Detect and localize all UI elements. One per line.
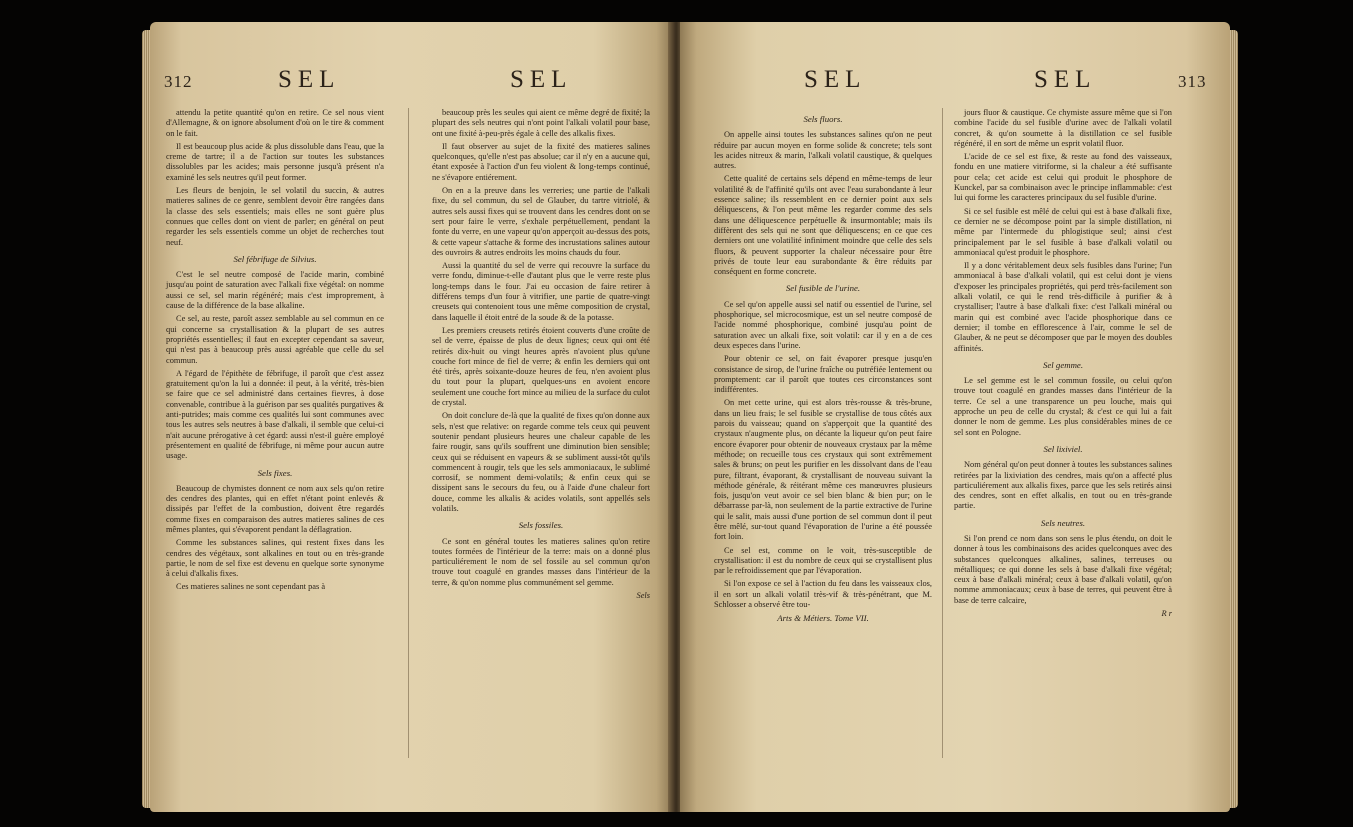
paragraph: Si l'on prend ce nom dans son sens le plus étendu, on doit le donner à tous les combinaisons des acides quelconques avec des substances quelconques alkalines, salines, terreuses ou métalliques; ce qui donne les sels à base d'alkali fixe végétal; ceux à base d'alkali minéral; ceux à base d'alkali volatil, qu'on nomme ammoniacaux; ceux à base de terres, qui peuvent être à base de terre calcaire, bbox=[954, 533, 1172, 605]
right-page-column-1 bbox=[714, 108, 932, 627]
section-heading: Sel lixiviel. bbox=[1043, 443, 1083, 454]
paragraph: beaucoup près les seules qui aient ce même degré de fixité; la plupart des sels neutres qui n'ont point l'alkali volatil pour base, ont une fixité à-peu-près égale à celle des alkalis fixes. bbox=[432, 108, 650, 138]
paragraph: Ce sel est, comme on le voit, très-susceptible de crystallisation: il est du nombre de ceux qui se crystallisent plus par le refroidissement que par l'évaporation. bbox=[714, 545, 932, 576]
column-rule bbox=[942, 108, 943, 758]
paragraph: Pour obtenir ce sel, on fait évaporer presque jusqu'en consistance de sirop, de l'urine fraîche ou putréfiée lentement ou promptement: car il paroît que toutes ces circonstances sont indifférentes. bbox=[714, 354, 932, 395]
paragraph: attendu la petite quantité qu'on en retire. Ce sel nous vient d'Allemagne, & on ignore absolument d'où on le tire & comment on le fait. bbox=[166, 108, 384, 138]
section-heading: Sel fébrifuge de Silvius. bbox=[233, 253, 317, 264]
page-number: 312 bbox=[164, 72, 193, 91]
paragraph: Il est beaucoup plus acide & plus dissoluble dans l'eau, que la creme de tartre; il a de l'action sur toutes les substances dissolubles par les acides; mais personne jusqu'à présent n'a examiné les sels neutres qu'il peut former. bbox=[166, 141, 384, 182]
section-heading: Sel fusible de l'urine. bbox=[785, 283, 861, 294]
paragraph: Les premiers creusets retirés étoient couverts d'une croûte de sel de verre, épaisse de plus de deux lignes; ceux qui ont été retirés dix-huit ou vingt heures après n'avoient plus qu'une couche fort mince de fiel de verre; & enfin les derniers qui ont été tirés, après soixante-douze heures de feu, n'en avoient plus du tout pour la plupart, quelques-uns en avoient encore seulement une couche fort mince au milieu de la surface du culot de crystal. bbox=[432, 325, 650, 408]
paragraph: Nom général qu'on peut donner à toutes les substances salines retirées par la lixiviation des cendres, mais qu'on a affecté plus particuliérement aux alkalis fixes, parce que les sels retirés ainsi des cendres, sont en effet alkalis, en tout ou en très-grande partie. bbox=[954, 460, 1172, 511]
paragraph: Ce sel qu'on appelle aussi sel natif ou essentiel de l'urine, sel phosphorique, sel microcosmique, est un sel neutre composé de l'acide nommé phosphorique, combiné jusqu'au point de saturation avec un alkali fixe, soit volatil: car il y en a de ces deux especes dans l'urine. bbox=[714, 299, 932, 350]
section-heading: Sels fixes. bbox=[257, 467, 293, 478]
footer-signature: Arts & Métiers. Tome VII. bbox=[777, 613, 869, 624]
paragraph: Ces matieres salines ne sont cependant pas à bbox=[176, 582, 326, 592]
paragraph: Aussi la quantité du sel de verre qui recouvre la surface du verre fondu, diminue-t-elle d'autant plus que le verre reste plus long-temps dans le four. J'ai eu occasion de faire retirer à différens temps d'un four à vitrifier, une partie de quatre-vingt creusets qui contenoient tous une même composition de crystal, dans laquelle il étoit entré de la soude & de la potasse. bbox=[432, 261, 650, 322]
paragraph: On en a la preuve dans les verreries; une partie de l'alkali fixe, du sel commun, du sel de Glauber, du tartre vitriolé, & autres sels aussi fixes qui se trouvent dans les cendres dont on se sert pour faire le verre, s'exhale perpétuellement, pendant la fonte du verre, en une vapeur qu'on apperçoit au-dessus des pots, & cette vapeur s'attache & forme des incrustations salines autour des ouvroirs & autres endroits les moins chauds du four. bbox=[432, 186, 650, 257]
right-page-header bbox=[680, 66, 1230, 106]
paragraph: L'acide de ce sel est fixe, & reste au fond des vaisseaux, fondu en une matiere vitriforme, si la chaleur a été suffisante pour cela; cet acide est celui qui produit le phosphore de Kunckel, par sa combinaison avec le principe inflammable: c'est lui qui forme les caracteres principaux du sel fusible d'urine. bbox=[954, 152, 1172, 203]
section-heading: Sels fossiles. bbox=[518, 520, 564, 531]
paragraph: Si l'on expose ce sel à l'action du feu dans les vaisseaux clos, il en sort un alkali volatil très-vif & très-pénétrant, que M. Schlosser a observé être tou- bbox=[714, 579, 932, 610]
paragraph: jours fluor & caustique. Ce chymiste assure même que si l'on combine l'acide du sel fusible d'urine avec de l'alkali volatil concret, & qu'on soumette à la distillation ce sel fusible régénéré, il en sort de même un esprit volatil fluor. bbox=[954, 108, 1172, 148]
section-heading: Sels fluors. bbox=[803, 114, 843, 124]
paragraph: Le sel gemme est le sel commun fossile, ou celui qu'on trouve tout coagulé en grandes masses dans l'intérieur de la terre. Ce sel a une transparence un peu louche, mais qui approche un peu de celle du crystal; & c'est ce qui lui a fait donner le nom de gemme. Les plus considérables mines de ce sel sont en Pologne. bbox=[954, 376, 1172, 437]
paragraph: On met cette urine, qui est alors très-rousse & très-brune, dans un lieu frais; le sel fusible se crystallise de tous côtés aux parois du vaisseau; quand on s'apperçoit que la quantité des crystaux n'augmente plus, on décante la liqueur qu'on peut faire encore évaporer pour obtenir de nouveaux crystaux par la même méthode; on recueille tous ces crystaux qui sont extrêmement sales & bruns; on peut les purifier en les dissolvant dans de l'eau pure, filtrant, évaporant, & crystallisant de nouveau suivant la méthode générale, & réitérant même ces manœuvres plusieurs fois, jusqu'on veut avoir ce sel bien blanc & bien pur; on le débarrasse par-là, non seulement de la partie extractive de l'urine qui le salit, mais aussi d'une portion de sel commun dont il peut être mêlé, sur-tout quand l'évaporation de l'urine a été poussée fort loin. bbox=[714, 398, 932, 542]
catchword: Sels bbox=[636, 591, 650, 601]
right-page-column-2 bbox=[954, 108, 1172, 622]
right-page bbox=[680, 22, 1230, 812]
paragraph: A l'égard de l'épithète de fébrifuge, il paroît que c'est assez gratuitement qu'on la lui a donnée: il peut, à la vérité, très-bien se faire que ce sel administré dans certaines fievres, à dose convenable, contribue à la guérison par ses qualités purgatives & anti-putrides; mais comme ces qualités lui sont communes avec tous les autres sels neutres à base d'alkali, il semble que celui-ci n'ait aucune prérogative à cet égard: aussi n'est-il guère employé présentement en qualité de fébrifuge, ni même pour aucun autre usage. bbox=[166, 368, 384, 461]
left-page bbox=[150, 22, 672, 812]
left-page-column-1 bbox=[166, 108, 384, 596]
running-head-right: SEL bbox=[510, 66, 573, 93]
paragraph: Ce sont en général toutes les matieres salines qu'on retire toutes formées de l'intérieur de la terre: mais on a donné plus particuliérement le nom de sel fossile au sel commun qu'on trouve tout coagulé en grandes masses dans l'intérieur de la terre, & qu'on nomme plus communément sel gemme. bbox=[432, 536, 650, 587]
paragraph: Il faut observer au sujet de la fixité des matieres salines quelconques, qu'elle n'est pas absolue; car il n'y en a aucune qui, étant exposée à l'action d'un feu violent & long-temps continué, ne s'évapore entiérement. bbox=[432, 141, 650, 182]
running-head-left: SEL bbox=[804, 66, 867, 93]
paragraph: Beaucoup de chymistes donnent ce nom aux sels qu'on retire des cendres des plantes, qui en effet n'étant point enlevés & dissipés par l'effet de la combustion, doivent être regardés comme fixes en comparaison des autres matieres salines de ces mêmes plantes, qui s'évaporent pendant la déflagration. bbox=[166, 483, 384, 534]
paragraph: On doit conclure de-là que la qualité de fixes qu'on donne aux sels, n'est que relative: on regarde comme tels ceux qui peuvent soutenir pendant plusieurs heures une chaleur capable de les faire rougir, sans qu'ils souffrent une diminution bien sensible; ceux qui se réduisent en vapeurs & se subliment aussi-tôt qu'ils commencent à rougir, tels que les sels ammoniacaux, le sublimé corrosif, se nomment demi-volatils; & enfin ceux qui se dissipent sans le secours du feu, ou à l'aide d'une chaleur fort douce, comme les alkalis & acides volatils, sont appellés sels volatils. bbox=[432, 411, 650, 513]
paragraph: Cette qualité de certains sels dépend en même-temps de leur volatilité & de l'affinité qu'ils ont avec l'eau surabondante à leur essence saline; ils ressemblent en ce dernier point aux sels déliquescens, & l'on peut même les regarder comme des sels dans une déliquescence perpétuelle & insurmontable; mais ils diffèrent des sels qui ne sont que déliquescens; en ce que ces derniers ont une volatilité infiniment moindre que celle des sels fluors, & peuvent supporter la chaleur nécessaire pour être privés de toute leur eau surabondante & être réduits par conséquent en forme concrete. bbox=[714, 174, 932, 277]
paragraph: Il y a donc véritablement deux sels fusibles dans l'urine; l'un ammoniacal à base d'alkali volatil, qui est celui dont je viens d'exposer les principales propriétés, qui perd très-facilement son alkali volatil, ce qui le rend très-difficile à purifier & à crystalliser; l'autre à base d'alkali fixe: c'est l'alkali minéral ou marin qui est combiné avec l'acide phosphorique dans ce dernier; il tombe en efflorescence à l'air, comme le sel de Glauber, & ne peut se décomposer que par le moyen des doubles affinités. bbox=[954, 261, 1172, 353]
paragraph: Ce sel, au reste, paroît assez semblable au sel commun en ce qui concerne sa crystallisation & la plupart de ses autres propriétés essentielles; il faut en excepter cependant sa saveur, qui n'est pas à beaucoup près aussi agréable que celle du sel commun. bbox=[166, 314, 384, 365]
paragraph: Si ce sel fusible est mêlé de celui qui est à base d'alkali fixe, ce dernier ne se décompose point par la simple distillation, ni même par l'intermede du phlogistique seul; ainsi c'est principalement par le sel fusible à base d'alkali volatil ou ammoniacal qu'est produit le phosphore. bbox=[954, 206, 1172, 257]
catchword: R r bbox=[1161, 609, 1172, 619]
section-heading: Sel gemme. bbox=[1042, 359, 1084, 370]
left-page-column-2 bbox=[432, 108, 650, 604]
paragraph: Comme les substances salines, qui restent fixes dans les cendres des végétaux, sont alkalines en tout ou en très-grande partie, le nom de sel fixe est devenu en quelque sorte synonyme à celui d'alkalis fixes. bbox=[166, 538, 384, 579]
column-rule bbox=[408, 108, 409, 758]
running-head-left: SEL bbox=[278, 66, 341, 93]
running-head-right: SEL bbox=[1034, 66, 1097, 93]
section-heading: Sels neutres. bbox=[1040, 517, 1086, 528]
page-number: 313 bbox=[1178, 72, 1207, 91]
left-page-header bbox=[150, 66, 672, 106]
paragraph: C'est le sel neutre composé de l'acide marin, combiné jusqu'au point de saturation avec l'alkali fixe végétal: on nomme aussi ce sel, sel marin régénéré; mais c'est improprement, à cause de la différence de la base alkaline. bbox=[166, 270, 384, 311]
paragraph: Les fleurs de benjoin, le sel volatil du succin, & autres matieres salines de ce genre, semblent devoir être rangées dans la classe des sels essentiels; mais elles ne sont guère plus connues que celles dont on vient de parler; en général on peut regarder les sels essentiels comme un objet de recherches tout neuf. bbox=[166, 186, 384, 247]
paragraph: On appelle ainsi toutes les substances salines qu'on ne peut réduire par aucun moyen en forme solide & concrete; tels sont les acides nitreux & marin, l'alkali volatil caustique, & quelques autres. bbox=[714, 130, 932, 171]
